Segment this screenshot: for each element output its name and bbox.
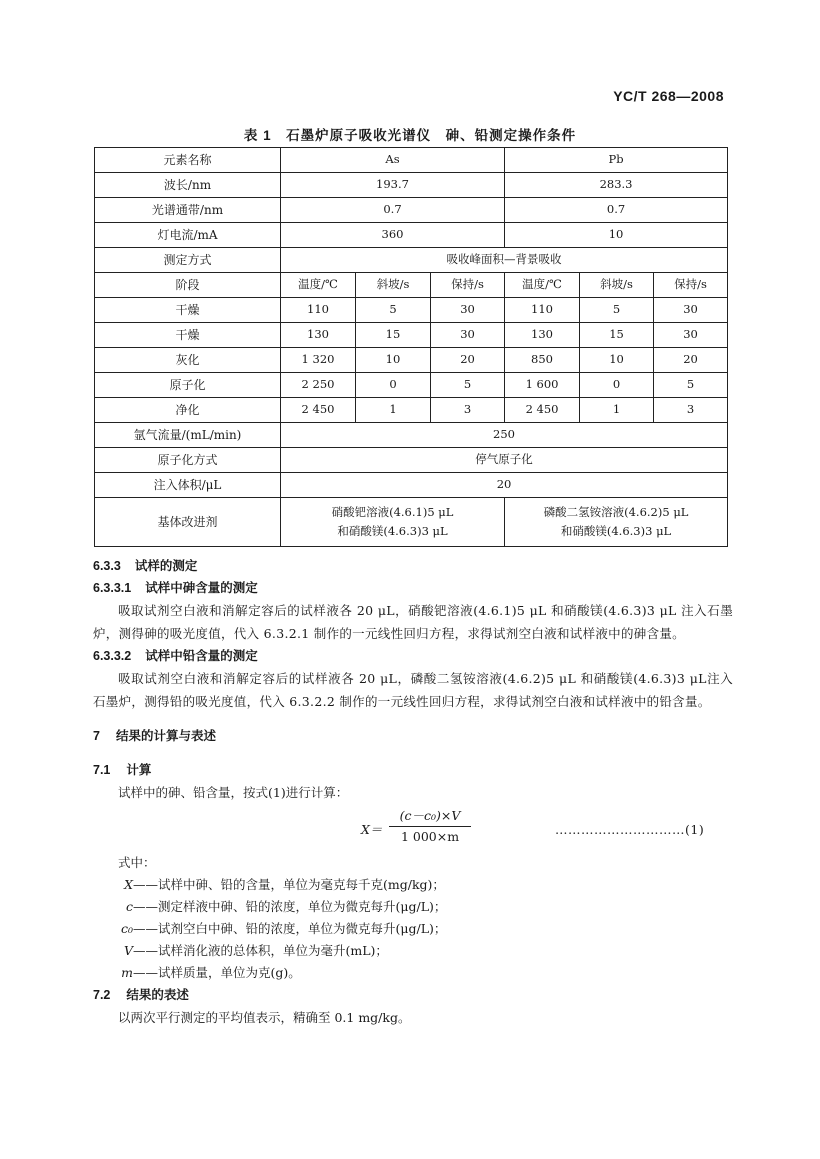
table-cell: 20 bbox=[431, 348, 505, 373]
table-row bbox=[95, 448, 728, 473]
column-header: 温度/℃ bbox=[505, 273, 580, 298]
table-cell: 0 bbox=[580, 373, 654, 398]
definition-symbol: X bbox=[124, 877, 133, 892]
table-cell: 250 bbox=[281, 423, 728, 448]
row-label: 干燥 bbox=[95, 298, 281, 323]
definition-symbol: c bbox=[125, 899, 133, 914]
table-cell: 10 bbox=[505, 223, 728, 248]
table-row bbox=[95, 423, 728, 448]
section-number: 6.3.3 bbox=[93, 559, 121, 573]
paragraph: 试样中的砷、铅含量，按式(1)进行计算： bbox=[118, 785, 349, 800]
table-row bbox=[95, 198, 728, 223]
definition-symbol: m bbox=[121, 965, 133, 980]
table-cell: 360 bbox=[281, 223, 505, 248]
table-cell: 5 bbox=[356, 298, 431, 323]
definition-item bbox=[93, 962, 733, 984]
section-heading bbox=[93, 555, 733, 577]
standard-code: YC/T 268—2008 bbox=[613, 88, 724, 104]
section-number: 6.3.3.2 bbox=[93, 649, 132, 663]
table-cell: 130 bbox=[505, 323, 580, 348]
table-cell: 2 450 bbox=[505, 398, 580, 423]
paragraph: 吸取试剂空白液和消解定容后的试样液各 20 μL，磷酸二氢铵溶液(4.6.2)5 μL 和硝酸镁(4.6.3)3 μL注入石墨炉，测得铅的吸光度值，代入 6.3.2.2 制作的一元线性回归方程，求得试剂空白液和试样液中的铅含量。 bbox=[93, 671, 733, 709]
table-cell: 10 bbox=[580, 348, 654, 373]
section-heading bbox=[93, 577, 733, 599]
section-title: 试样中铅含量的测定 bbox=[145, 649, 258, 663]
row-label: 氩气流量/(mL/min) bbox=[95, 423, 281, 448]
row-label: 阶段 bbox=[95, 273, 281, 298]
table-cell: 吸收峰面积—背景吸收 bbox=[281, 248, 728, 273]
table-cell: 193.7 bbox=[281, 173, 505, 198]
table-cell: 2 450 bbox=[281, 398, 356, 423]
table-row bbox=[95, 398, 728, 423]
table-cell: 3 bbox=[654, 398, 728, 423]
formula-denominator: 1 000×m bbox=[400, 829, 460, 844]
section-title: 结果的表述 bbox=[126, 988, 189, 1002]
table-cell: 0.7 bbox=[281, 198, 505, 223]
table-row bbox=[95, 248, 728, 273]
paragraph: 吸取试剂空白液和消解定容后的试样液各 20 μL，硝酸钯溶液(4.6.1)5 μL 和硝酸镁(4.6.3)3 μL 注入石墨炉，测得砷的吸光度值，代入 6.3.2.1 制作的一元线性回归方程，求得试剂空白液和试样液中的砷含量。 bbox=[93, 603, 733, 641]
table-cell: 130 bbox=[281, 323, 356, 348]
table-cell: Pb bbox=[505, 148, 728, 173]
row-label: 波长/nm bbox=[95, 173, 281, 198]
table-cell: 3 bbox=[431, 398, 505, 423]
section-number: 6.3.3.1 bbox=[93, 581, 132, 595]
table-cell: 20 bbox=[281, 473, 728, 498]
equation-number: …………………………(1) bbox=[555, 822, 705, 837]
table-cell: 110 bbox=[505, 298, 580, 323]
section-number: 7 bbox=[93, 729, 100, 743]
section-heading bbox=[93, 725, 733, 747]
row-label: 基体改进剂 bbox=[95, 498, 281, 547]
table-row bbox=[95, 298, 728, 323]
row-label: 光谱通带/nm bbox=[95, 198, 281, 223]
table-cell: 30 bbox=[431, 298, 505, 323]
definition-text: ——试样质量，单位为克(g)。 bbox=[133, 965, 301, 980]
table-cell: 30 bbox=[431, 323, 505, 348]
row-label: 原子化 bbox=[95, 373, 281, 398]
table-row bbox=[95, 348, 728, 373]
definition-item bbox=[93, 940, 733, 962]
table-cell: 0 bbox=[356, 373, 431, 398]
table-cell: 20 bbox=[654, 348, 728, 373]
table-row bbox=[95, 223, 728, 248]
definition-symbol: c₀ bbox=[120, 921, 133, 936]
table-row bbox=[95, 473, 728, 498]
table-cell: 1 320 bbox=[281, 348, 356, 373]
section-number: 7.2 bbox=[93, 988, 111, 1002]
table-cell: 1 600 bbox=[505, 373, 580, 398]
definition-text: ——试剂空白中砷、铅的浓度，单位为微克每升(μg/L)； bbox=[133, 921, 447, 936]
table-cell: 15 bbox=[580, 323, 654, 348]
table-cell: 110 bbox=[281, 298, 356, 323]
section-title: 试样中砷含量的测定 bbox=[145, 581, 258, 595]
table-cell: 30 bbox=[654, 298, 728, 323]
row-label: 元素名称 bbox=[95, 148, 281, 173]
formula bbox=[93, 806, 733, 852]
formula-fraction bbox=[389, 806, 471, 847]
table-cell bbox=[505, 498, 728, 547]
table-cell: 5 bbox=[580, 298, 654, 323]
section-title: 结果的计算与表述 bbox=[115, 729, 216, 743]
table-cell: 283.3 bbox=[505, 173, 728, 198]
definition-item bbox=[93, 874, 733, 896]
operating-conditions-table bbox=[94, 147, 728, 547]
table-row bbox=[95, 148, 728, 173]
table-cell: As bbox=[281, 148, 505, 173]
modifier-as-line: 和硝酸镁(4.6.3)3 μL bbox=[337, 524, 448, 538]
table-cell: 1 bbox=[356, 398, 431, 423]
definition-text: ——测定样液中砷、铅的浓度，单位为微克每升(μg/L)； bbox=[133, 899, 447, 914]
row-label: 灯电流/mA bbox=[95, 223, 281, 248]
modifier-as-line: 硝酸钯溶液(4.6.1)5 μL bbox=[331, 505, 454, 519]
modifier-pb-line: 和硝酸镁(4.6.3)3 μL bbox=[560, 524, 672, 538]
table-cell: 0.7 bbox=[505, 198, 728, 223]
row-label: 净化 bbox=[95, 398, 281, 423]
column-header: 斜坡/s bbox=[356, 273, 431, 298]
paragraph: 以两次平行测定的平均值表示，精确至 0.1 mg/kg。 bbox=[118, 1010, 411, 1025]
table-cell: 5 bbox=[431, 373, 505, 398]
row-label: 干燥 bbox=[95, 323, 281, 348]
table-cell: 15 bbox=[356, 323, 431, 348]
formula-numerator: (c－c₀)×V bbox=[389, 806, 471, 827]
column-header: 斜坡/s bbox=[580, 273, 654, 298]
table-cell bbox=[281, 498, 505, 547]
definition-item bbox=[93, 896, 733, 918]
where-label: 式中： bbox=[118, 855, 156, 870]
table-row bbox=[95, 498, 728, 547]
document-body bbox=[93, 555, 733, 1029]
table-cell: 10 bbox=[356, 348, 431, 373]
formula-lhs: X＝ bbox=[361, 822, 383, 837]
definition-item bbox=[93, 918, 733, 940]
modifier-pb-line: 磷酸二氢铵溶液(4.6.2)5 μL bbox=[543, 505, 689, 519]
row-label: 注入体积/μL bbox=[95, 473, 281, 498]
column-header: 保持/s bbox=[654, 273, 728, 298]
table-cell: 850 bbox=[505, 348, 580, 373]
row-label: 灰化 bbox=[95, 348, 281, 373]
table-row bbox=[95, 273, 728, 298]
section-heading bbox=[93, 645, 733, 667]
section-title: 试样的测定 bbox=[134, 559, 198, 573]
section-title: 计算 bbox=[126, 763, 152, 777]
row-label: 原子化方式 bbox=[95, 448, 281, 473]
table-cell: 1 bbox=[580, 398, 654, 423]
table-cell: 2 250 bbox=[281, 373, 356, 398]
definition-text: ——试样中砷、铅的含量，单位为毫克每千克(mg/kg)； bbox=[133, 877, 445, 892]
table-caption: 表 1 石墨炉原子吸收光谱仪 砷、铅测定操作条件 bbox=[243, 128, 577, 143]
column-header: 保持/s bbox=[431, 273, 505, 298]
table-cell: 停气原子化 bbox=[281, 448, 728, 473]
definition-text: ——试样消化液的总体积，单位为毫升(mL)； bbox=[133, 943, 388, 958]
table-cell: 5 bbox=[654, 373, 728, 398]
definition-symbol: V bbox=[123, 943, 133, 958]
section-heading bbox=[93, 984, 733, 1006]
table-row bbox=[95, 323, 728, 348]
table-row bbox=[95, 173, 728, 198]
section-number: 7.1 bbox=[93, 763, 111, 777]
column-header: 温度/℃ bbox=[281, 273, 356, 298]
row-label: 测定方式 bbox=[95, 248, 281, 273]
section-heading bbox=[93, 759, 733, 781]
table-row bbox=[95, 373, 728, 398]
table-cell: 30 bbox=[654, 323, 728, 348]
